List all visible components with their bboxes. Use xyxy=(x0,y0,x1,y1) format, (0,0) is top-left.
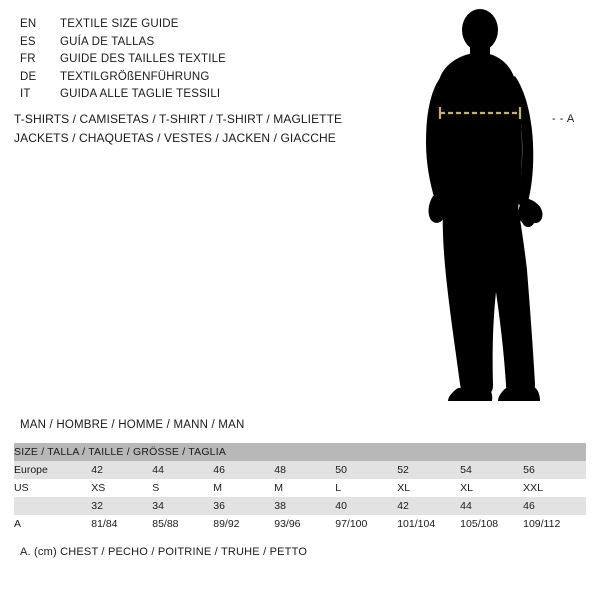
cell: XL xyxy=(397,482,411,494)
cell: 48 xyxy=(274,464,286,476)
category-tshirts: T-SHIRTS / CAMISETAS / T-SHIRT / T-SHIRT / MAGLIETTE xyxy=(14,112,343,126)
language-row xyxy=(20,86,400,104)
cell: 56 xyxy=(523,464,535,476)
row-label xyxy=(14,497,91,515)
table-row xyxy=(14,515,586,533)
category-list xyxy=(14,110,414,148)
man-silhouette-figure xyxy=(400,8,600,408)
cell: 93/96 xyxy=(274,518,301,530)
language-code: FR xyxy=(20,53,36,65)
cell: M xyxy=(213,482,222,494)
cell: 36 xyxy=(213,500,225,512)
cell: 46 xyxy=(213,464,225,476)
table-row xyxy=(14,461,586,479)
language-code: EN xyxy=(20,18,37,30)
cell: 81/84 xyxy=(91,518,118,530)
cell: 85/88 xyxy=(152,518,179,530)
cell: 105/108 xyxy=(460,518,499,530)
cell: M xyxy=(274,482,283,494)
silhouette-svg xyxy=(400,8,600,408)
cell: 40 xyxy=(335,500,347,512)
table-header-label: SIZE / TALLA / TAILLE / GRÖSSE / TAGLIA xyxy=(14,446,227,458)
language-code: IT xyxy=(20,88,31,100)
cell: XL xyxy=(460,482,474,494)
language-row xyxy=(20,34,400,52)
language-title: GUÍA DE TALLAS xyxy=(60,35,155,48)
cell: 46 xyxy=(523,500,535,512)
cell: L xyxy=(335,482,342,494)
size-table xyxy=(14,443,586,533)
language-row xyxy=(20,16,400,34)
cell: 42 xyxy=(397,500,409,512)
table-row xyxy=(14,497,586,515)
table-header-row xyxy=(14,443,586,461)
language-title: GUIDE DES TAILLES TEXTILE xyxy=(60,53,227,65)
cell: 34 xyxy=(152,500,164,512)
cell: 42 xyxy=(91,464,103,476)
cell: 109/112 xyxy=(523,518,561,530)
cell: 44 xyxy=(460,500,472,512)
row-label: A xyxy=(14,518,22,530)
cell: S xyxy=(152,482,160,494)
row-label: US xyxy=(14,482,29,494)
cell: 54 xyxy=(460,464,472,476)
language-row xyxy=(20,51,400,69)
cell: XXL xyxy=(523,482,543,494)
cell: 52 xyxy=(397,464,409,476)
cell: 44 xyxy=(152,464,164,476)
language-code: ES xyxy=(20,35,36,48)
language-title: TEXTILGRÖßENFÜHRUNG xyxy=(60,70,210,83)
cell: XS xyxy=(91,482,106,494)
silhouette-body xyxy=(426,9,543,401)
language-title: TEXTILE SIZE GUIDE xyxy=(60,18,179,30)
measure-marker-label: - - A xyxy=(552,113,575,125)
language-code: DE xyxy=(20,70,37,83)
row-label: Europe xyxy=(14,464,48,476)
cell: 50 xyxy=(335,464,347,476)
table-title: MAN / HOMBRE / HOMME / MANN / MAN xyxy=(20,419,245,431)
table-row xyxy=(14,479,586,497)
cell: 89/92 xyxy=(213,518,240,530)
language-title: GUIDA ALLE TAGLIE TESSILI xyxy=(60,88,221,100)
language-row xyxy=(20,69,400,87)
language-list xyxy=(20,16,400,104)
cell: 101/104 xyxy=(397,518,436,530)
cell: 32 xyxy=(91,500,103,512)
measurement-footnote: A. (cm) CHEST / PECHO / POITRINE / TRUHE / PETTO xyxy=(20,546,308,558)
category-jackets: JACKETS / CHAQUETAS / VESTES / JACKEN / GIACCHE xyxy=(14,131,336,145)
cell: 97/100 xyxy=(335,518,368,530)
cell: 38 xyxy=(274,500,286,512)
